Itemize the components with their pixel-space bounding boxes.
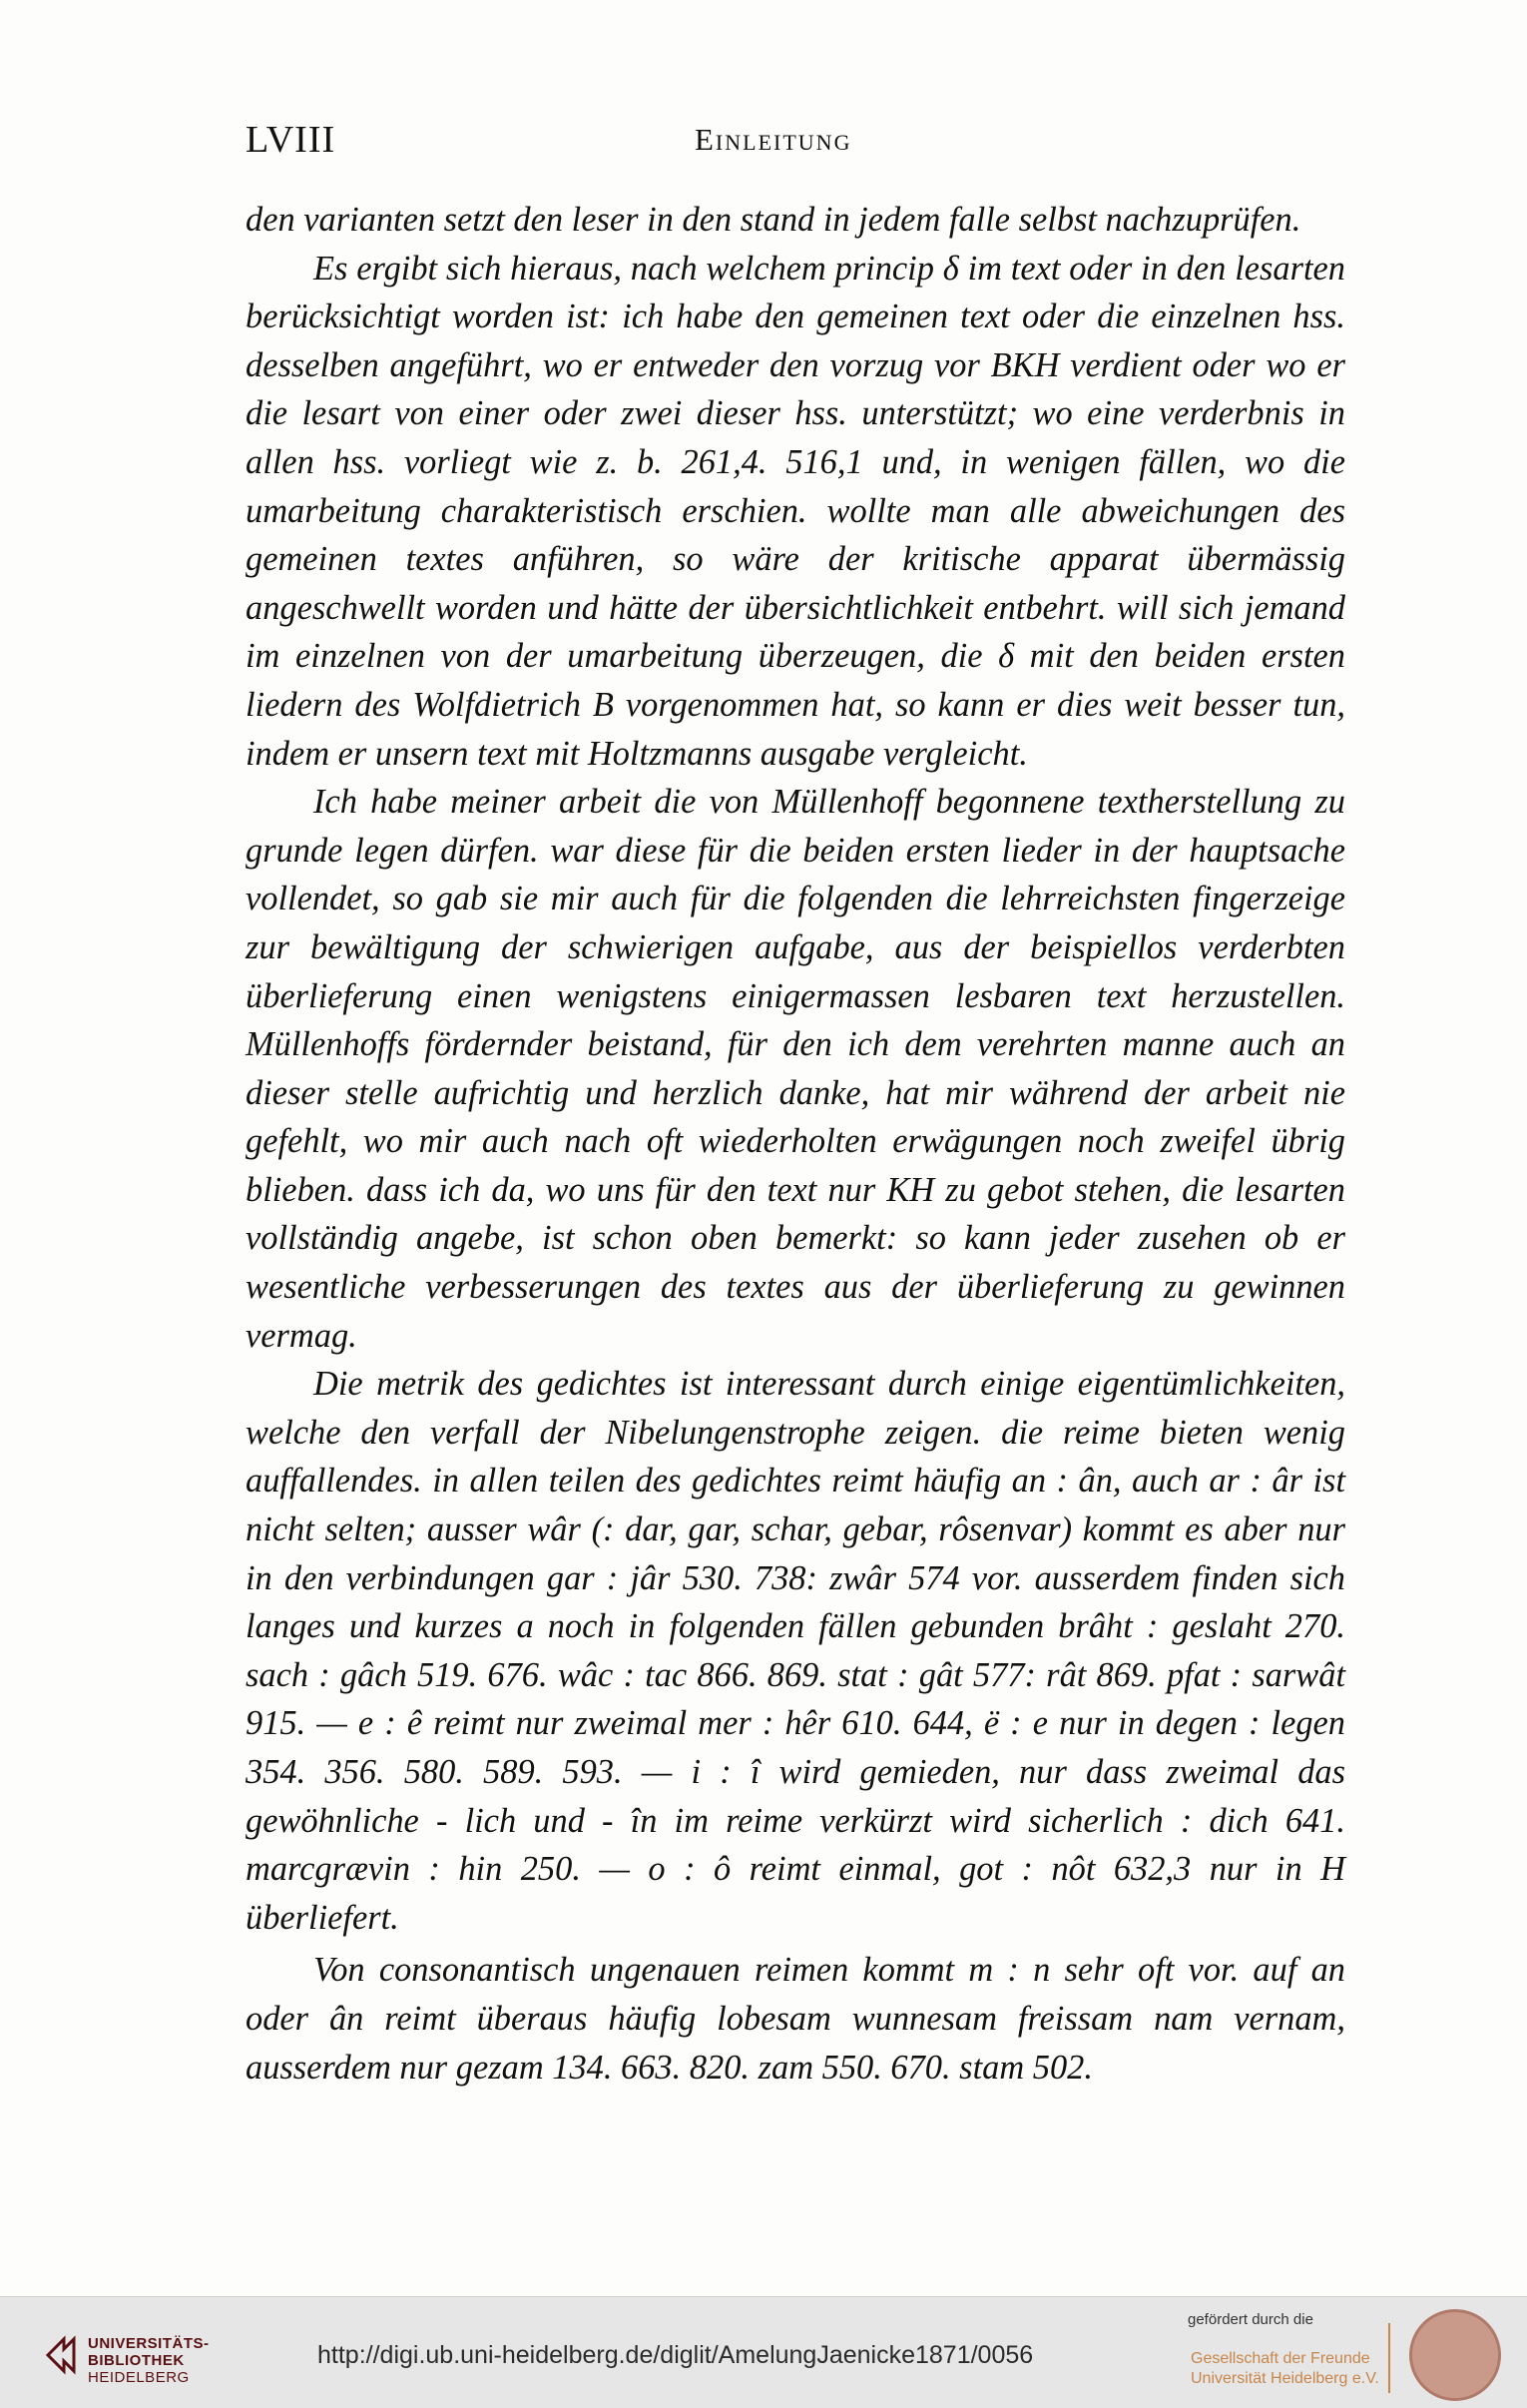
body-text [246,196,1345,2092]
paragraph-1: den varianten setzt den leser in den stand in jedem falle selbst nachzuprüfen. [246,201,1301,239]
funded-by-label: gefördert durch die [1188,2311,1313,2328]
society-name: Gesellschaft der Freunde Universität Heidelberg e.V. [1191,2350,1379,2387]
university-seal-icon [1409,2309,1501,2401]
footer-divider [1388,2323,1390,2393]
page-number: LVIII [246,119,336,161]
library-name: UNIVERSITÄTS- BIBLIOTHEK HEIDELBERG [88,2335,210,2386]
paragraph-2: Es ergibt sich hieraus, nach welchem princip δ im text oder in den lesarten berücksichtigt worden ist: ich habe den gemeinen text oder die einzelnen hss. desselben angeführt, wo er entweder den vorzug vor BKH verdient oder wo er die lesart von einer oder zwei dieser hss. unterstützt; wo eine verderbnis in allen hss. vorliegt wie z. b. 261,4. 516,1 und, in wenigen fällen, wo die umarbeitung charakteristisch erschien. wollte man alle abweichungen des gemeinen textes anführen, so wäre der kritische apparat übermässig angeschwellt worden und hätte der übersichtlichkeit entbehrt. will sich jemand im einzelnen von der umarbeitung überzeugen, die δ mit den beiden ersten liedern des Wolfdietrich B vorgenommen hat, so kann er dies weit besser tun, indem er unsern text mit Holtzmanns ausgabe vergleicht. [246,249,1345,773]
paragraph-4: Die metrik des gedichtes ist interessant durch einige eigentümlichkeiten, welche den verfall der Nibelungenstrophe zeigen. die reime bieten wenig auffallendes. in allen teilen des gedichtes reimt häufig an : ân, auch ar : âr ist nicht selten; ausser wâr (: dar, gar, schar, gebar, rôsenvar) kommt es aber nur in den verbindungen gar : jâr 530. 738: zwâr 574 vor. ausserdem finden sich langes und kurzes a noch in folgenden fällen gebunden brâht : geslaht 270. sach : gâch 519. 676. wâc : tac 866. 869. stat : gât 577: rât 869. pfat : sarwât 915. — e : ê reimt nur zweimal mer : hêr 610. 644, ë : e nur in degen : legen 354. 356. 580. 589. 593. — i : î wird gemieden, nur dass zweimal das gewöhnliche - lich und - în im reime verkürzt wird sicherlich : dich 641. marcgrævin : hin 250. — o : ô reimt einmal, got : nôt 632,3 nur in H überliefert. [246,1365,1345,1937]
running-head: Einleitung [695,122,852,157]
paragraph-3: Ich habe meiner arbeit die von Müllenhoff begonnene textherstellung zu grunde legen dürfen. war diese für die beiden ersten lieder in der hauptsache vollendet, so gab sie mir auch für die folgenden die lehrreichsten fingerzeige zur bewältigung der schwierigen aufgabe, aus der beispiellos verderbten überlieferung einen wenigstens einigermassen lesbaren text herzustellen. Müllenhoffs fördernder beistand, für den ich dem verehrten manne auch an dieser stelle aufrichtig und herzlich danke, hat mir während der arbeit nie gefehlt, wo mir auch nach oft wiederholten erwägungen noch zweifel übrig blieben. dass ich da, wo uns für den text nur KH zu gebot stehen, die lesarten vollständig angebe, ist schon oben bemerkt: so kann jeder zusehen ob er wesentliche verbesserungen des textes aus der überlieferung zu gewinnen vermag. [246,783,1345,1355]
permalink-url[interactable]: http://digi.ub.uni-heidelberg.de/diglit/AmelungJaenicke1871/0056 [317,2341,1034,2369]
footer-bar [0,2296,1527,2408]
paragraph-5: Von consonantisch ungenauen reimen kommt m : n sehr oft vor. auf an oder ân reimt überaus häufig lobesam wunnesam freissam nam vernam, ausserdem nur gezam 134. 663. 820. zam 550. 670. stam 502. [246,1951,1345,2087]
page-header [246,118,1343,168]
